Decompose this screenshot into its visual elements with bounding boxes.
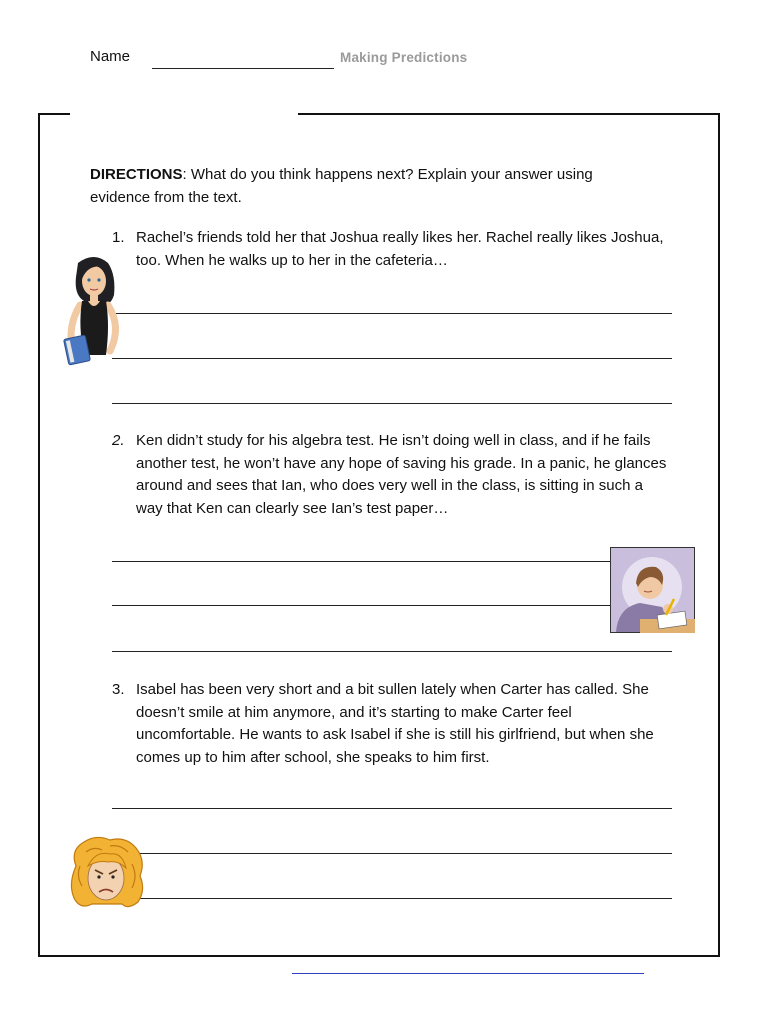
directions — [90, 163, 650, 209]
question-text: Isabel has been very short and a bit sullen lately when Carter has called. She doesn’t smile at him anymore, and it’s starting to make Carter feel uncomfortable. He wants to ask Isabel if she is still his girlfriend, but when she comes up to him after school, she speaks to him first. — [136, 681, 654, 766]
question-2 — [112, 430, 672, 520]
directions-text: : What do you think happens next? Explain your answer using evidence from the text. — [90, 166, 593, 206]
question-1 — [112, 227, 672, 272]
question-text: Rachel’s friends told her that Joshua really likes her. Rachel really likes Joshua, too. When he walks up to her in the cafeteria… — [136, 229, 664, 269]
answer-line-2c[interactable] — [112, 651, 672, 652]
answer-line-3a[interactable] — [112, 808, 672, 809]
question-text: Ken didn’t study for his algebra test. He isn’t doing well in class, and if he fails another test, he won’t have any hope of saving his grade. In a panic, he glances around and sees that Ian, who does very well in the class, is sitting in such a way that Ken can clearly see Ian’s test paper… — [136, 432, 667, 517]
worksheet-title: Making Predictions — [340, 50, 468, 65]
footer-link[interactable] — [292, 973, 644, 974]
student-taking-test-icon — [610, 547, 695, 633]
question-number: 3. — [112, 681, 125, 698]
question-number: 2. — [112, 432, 125, 449]
answer-line-1a[interactable] — [112, 313, 672, 314]
name-label: Name — [90, 48, 131, 65]
answer-line-1b[interactable] — [112, 358, 672, 359]
question-3 — [112, 679, 672, 769]
question-number: 1. — [112, 229, 125, 246]
answer-line-1c[interactable] — [112, 403, 672, 404]
answer-line-2a[interactable] — [112, 561, 610, 562]
directions-lead: DIRECTIONS — [90, 166, 183, 183]
answer-line-3c[interactable] — [112, 898, 672, 899]
answer-line-3b[interactable] — [112, 853, 672, 854]
frame-gap — [70, 110, 298, 118]
girl-with-book-icon — [58, 255, 130, 370]
name-field-line[interactable] — [152, 68, 334, 69]
angry-girl-face-icon — [66, 836, 148, 910]
answer-line-2b[interactable] — [112, 605, 610, 606]
